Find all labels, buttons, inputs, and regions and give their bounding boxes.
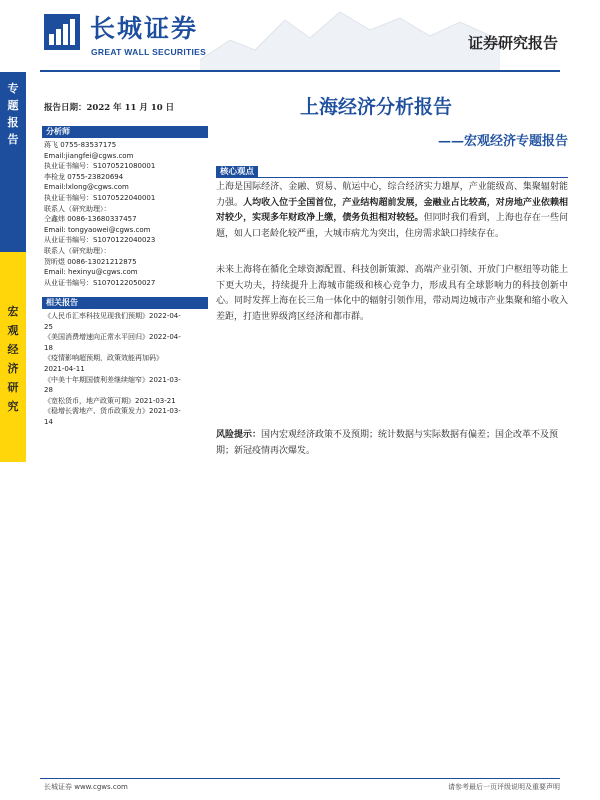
related-report-line[interactable]: 《疫情影响超预期，政策效能再加码》 xyxy=(44,354,163,363)
related-report-line: 14 xyxy=(44,417,53,426)
analyst-line[interactable]: Email: tongyaowei@cgws.com xyxy=(44,225,151,234)
analyst-line: 蒋飞 0755-83537175 xyxy=(44,141,117,149)
report-header xyxy=(0,0,600,78)
analyst-line: 联系人（研究助理）： xyxy=(44,204,111,213)
analyst-line: 执业证书编号：S1070521080001 xyxy=(44,162,156,171)
related-report-line: 28 xyxy=(44,386,53,395)
analyst-line: 联系人（研究助理）： xyxy=(44,246,111,255)
related-report-line[interactable]: 《宽松货币，地产政策可期》2021-03-21 xyxy=(44,396,176,405)
related-report-line: 2021-04-11 xyxy=(44,364,85,373)
risk-warning-label: 风险提示： xyxy=(216,430,262,440)
report-title: 上海经济分析报告 xyxy=(300,96,453,118)
related-reports-list xyxy=(44,311,210,428)
core-view-header xyxy=(216,166,568,178)
analyst-line[interactable]: Email:jiangfei@cgws.com xyxy=(44,151,134,160)
report-type-label: 证券研究报告 xyxy=(467,34,558,52)
header-divider xyxy=(40,70,560,72)
footer-disclaimer-note: 请参考最后一页评级说明及重要声明 xyxy=(448,783,560,791)
company-name-cn: 长城证券 xyxy=(90,14,199,43)
risk-warning xyxy=(216,428,568,459)
analysts-section-header: 分析师 xyxy=(42,126,208,138)
analyst-line: 李检龙 0755-23820694 xyxy=(44,172,124,181)
footer-website[interactable]: 长城证券 www.cgws.com xyxy=(44,783,128,791)
footer-divider xyxy=(40,778,560,779)
category-label-special-report: 专 题 报 告 xyxy=(7,82,19,146)
analyst-line: 从业证书编号：S1070122050027 xyxy=(44,278,156,287)
great-wall-mountain-graphic xyxy=(200,0,500,72)
related-report-line: 25 xyxy=(44,322,53,331)
related-report-line[interactable]: 《美国消费增速向正常水平回归》2022-04- xyxy=(44,333,181,342)
key-finding-bold: 人均收入位于全国首位，产业结构超前发展，金融业占比较高，对房地产业依赖相对较少，实现多年财政净上缴，债务负担相对较轻。 xyxy=(216,197,568,223)
core-view-paragraph-2: 未来上海将在循化全球资源配置、科技创新策源、高端产业引领、开放门户枢纽等功能上下更大功夫，持续提升上海城市能级和核心竞争力，形成具有全球影响力的科技创新中心。同时发挥上海在长三角一体化中的辐射引领作用，带动周边城市产业集聚和缩小收入差距，打造世界级湾区经济和都市群。 xyxy=(216,265,568,322)
report-date: 报告日期：2022 年 11 月 10 日 xyxy=(44,103,175,113)
company-name-en: GREAT WALL SECURITIES xyxy=(91,47,207,57)
related-report-line[interactable]: 《中美十年期国债利差继续缩窄》2021-03- xyxy=(44,375,181,384)
related-report-line: 18 xyxy=(44,343,53,352)
related-report-line[interactable]: 《稳增长需地产、货币政策发力》2021-03- xyxy=(44,407,181,416)
core-view-paragraph-1: 上海是国际经济、金融、贸易、航运中心，综合经济实力雄厚，产业能级高、集聚辐射能力强。人均收入位于全国首位，产业结构超前发展，金融业占比较高，对房地产业依赖相对较少，实现多年财政净上缴，债务负担相对较轻。但同时我们看到，上海也存在一些问题，如人口老龄化较严重，大城市病尤为突出，住房需求缺口持续存在。 xyxy=(216,182,568,239)
core-view-label: 核心观点 xyxy=(216,166,258,178)
analyst-line[interactable]: Email: hexinyu@cgws.com xyxy=(44,268,138,277)
analyst-line: 从业证书编号：S1070122040023 xyxy=(44,236,156,245)
related-reports-header: 相关报告 xyxy=(42,297,208,309)
great-wall-logo-icon xyxy=(44,14,80,50)
analyst-contact-list xyxy=(44,140,210,288)
analyst-line: 贺昕煜 0086-13021212875 xyxy=(44,257,137,266)
analyst-line[interactable]: Email:lxlong@cgws.com xyxy=(44,183,129,192)
analyst-line: 执业证书编号：S1070522040001 xyxy=(44,193,156,202)
category-label-macro-research: 宏 观 经 济 研 究 xyxy=(7,305,19,413)
report-subtitle: ——宏观经济专题报告 xyxy=(437,134,568,149)
risk-warning-text: 国内宏观经济政策不及预期；统计数据与实际数据有偏差；国企改革不及预期；新冠疫情再次爆发。 xyxy=(216,430,559,456)
related-report-line[interactable]: 《人民币汇率科技见现我们预期》2022-04- xyxy=(44,312,181,320)
analyst-line: 仝鑫炜 0086-13680337457 xyxy=(44,215,137,224)
